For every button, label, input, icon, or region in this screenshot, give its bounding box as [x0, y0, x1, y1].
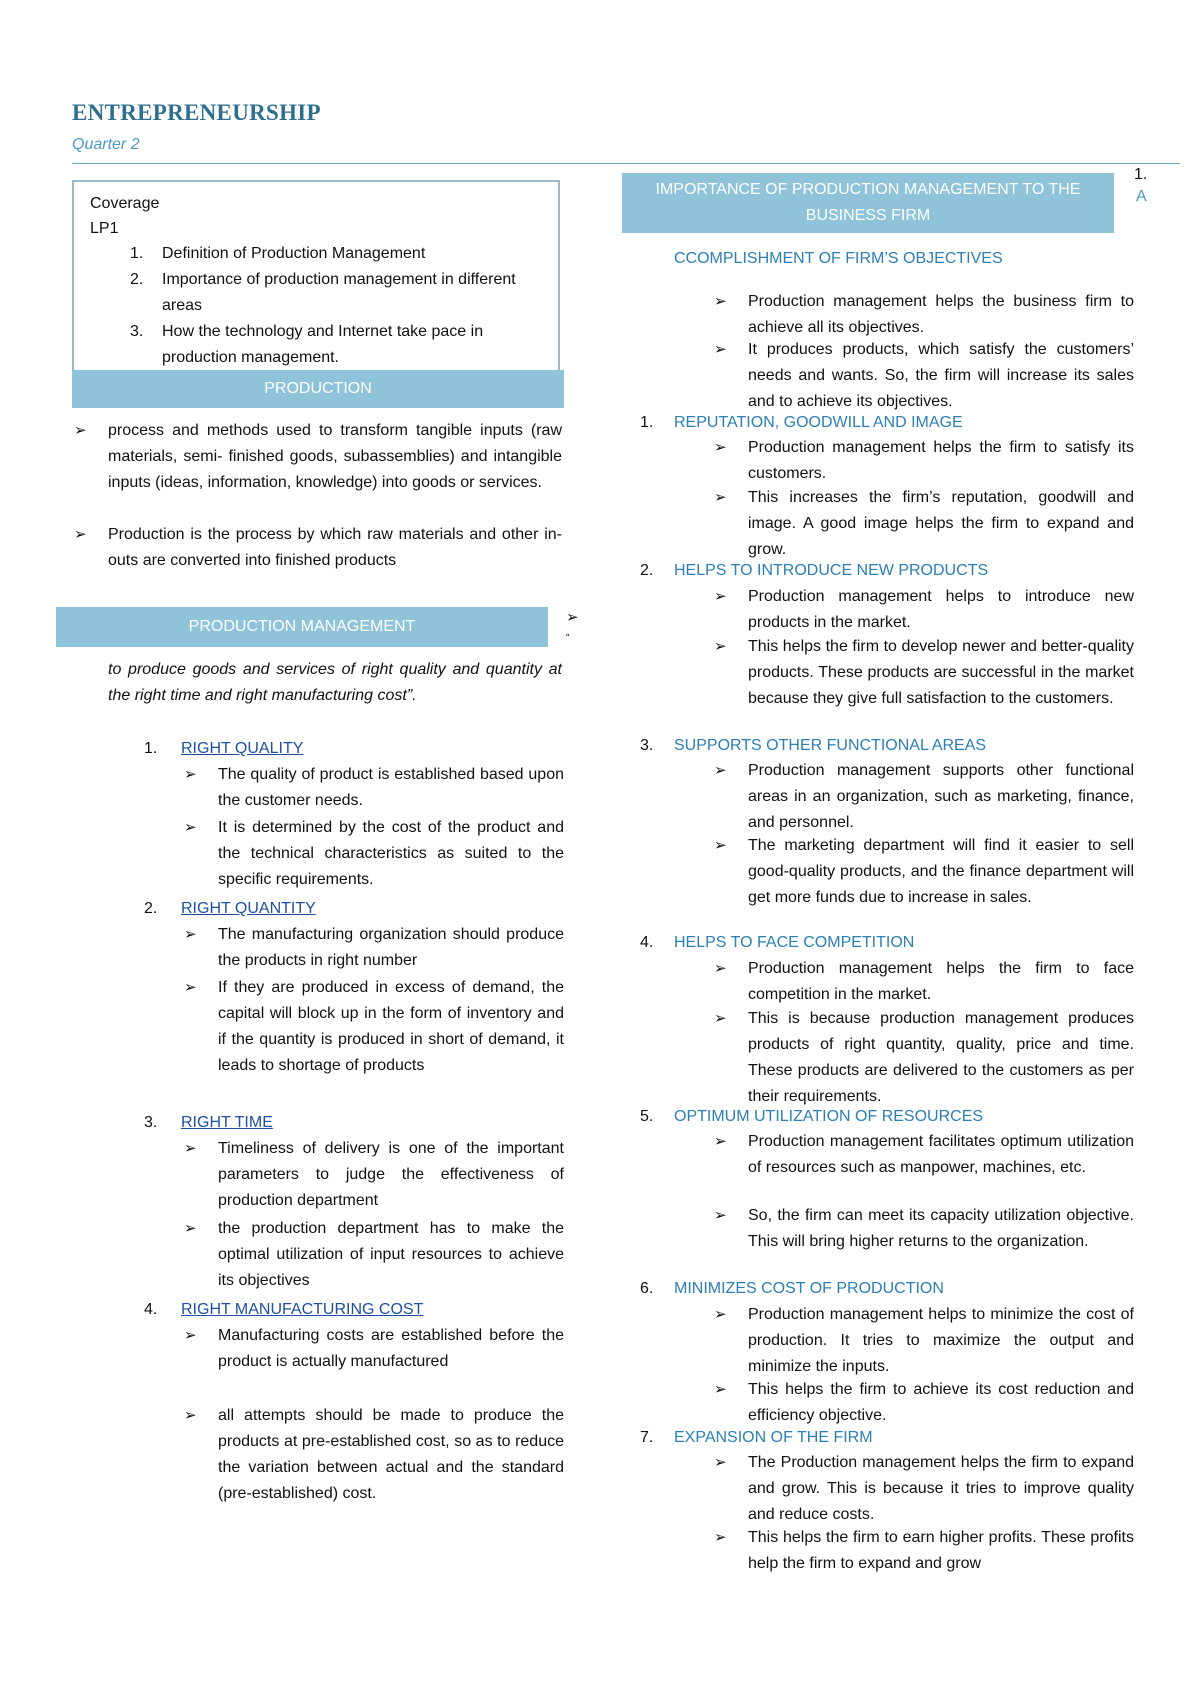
arrow-bullet-icon: ➢	[184, 819, 197, 836]
arrow-bullet-icon: ➢	[714, 341, 727, 358]
band-line: IMPORTANCE OF PRODUCTION MANAGEMENT TO THE	[655, 181, 1081, 198]
list-item	[714, 1006, 1134, 1110]
arrow-bullet-icon: ➢	[184, 979, 197, 996]
document-title: ENTREPRENEURSHIP	[72, 100, 321, 125]
item-number: 4.	[144, 1301, 158, 1318]
item-number: 6.	[640, 1280, 654, 1297]
arrow-bullet-icon: ➢	[714, 439, 727, 456]
bullet-text: process and methods used to transform tangible inputs (raw materials, semi- finished goods, subassemblies) and intangible inputs (ideas, information, knowledge) into goods or services.	[108, 422, 562, 491]
coverage-box	[72, 180, 560, 376]
arrow-bullet-icon: ➢	[714, 1207, 727, 1224]
list-item	[714, 584, 1134, 636]
item-number: 2.	[144, 900, 158, 917]
bullet-text: Timeliness of delivery is one of the important parameters to judge the effectiveness of production department	[218, 1140, 564, 1209]
coverage-list	[90, 241, 550, 371]
list-item	[184, 1323, 564, 1375]
arrow-bullet-icon: ➢	[74, 422, 87, 439]
item-number: 3.	[640, 737, 654, 754]
list-item	[714, 1450, 1134, 1528]
arrow-bullet-icon: ➢	[184, 926, 197, 943]
bullet-text: It is determined by the cost of the product and the technical characteristics as suited to the specific requirements.	[218, 819, 564, 888]
arrow-bullet-icon: ➢	[714, 588, 727, 605]
arrow-bullet-icon: ➢	[714, 293, 727, 310]
item-text: Definition of Production Management	[162, 245, 426, 262]
section-heading: RIGHT QUANTITY	[181, 900, 316, 917]
list-item	[184, 922, 564, 974]
list-item	[90, 241, 550, 267]
arrow-bullet-icon: ➢	[714, 1306, 727, 1323]
header-divider	[72, 163, 1180, 164]
arrow-bullet-icon: ➢	[184, 1140, 197, 1157]
list-item	[714, 833, 1134, 911]
coverage-lesson: LP1	[90, 220, 119, 237]
list-item	[714, 1203, 1134, 1255]
bullet-text: Production management facilitates optimum utilization of resources such as manpower, machines, etc.	[748, 1133, 1134, 1176]
list-item	[714, 1129, 1134, 1181]
bullet-text: The marketing department will find it easier to sell good-quality products, and the finance department will get more funds due to increase in sales.	[748, 837, 1134, 906]
arrow-bullet-icon: ➢	[714, 762, 727, 779]
bullet-text: Production management supports other functional areas in an organization, such as marketing, finance, and personnel.	[748, 762, 1134, 831]
arrow-bullet-icon: ➢	[714, 837, 727, 854]
bullet-text: This increases the firm’s reputation, goodwill and image. A good image helps the firm to expand and grow.	[748, 489, 1134, 558]
bullet-text: This is because production management produces products of right quantity, quality, price and time. These products are delivered to the customers as per their requirements.	[748, 1010, 1134, 1105]
item-number: 1.	[130, 245, 144, 262]
item-text: Importance of production management in different areas	[162, 271, 516, 314]
item-number: 5.	[640, 1108, 654, 1125]
bullet-text: It produces products, which satisfy the customers’ needs and wants. So, the firm will increase its sales and to achieve its objectives.	[748, 341, 1134, 410]
list-item	[714, 337, 1134, 415]
coverage-header	[90, 191, 159, 241]
stray-number: 1.	[1134, 166, 1148, 183]
bullet-text: Manufacturing costs are established before the product is actually manufactured	[218, 1327, 564, 1370]
item-number: 7.	[640, 1429, 654, 1446]
bullet-text: This helps the firm to achieve its cost reduction and efficiency objective.	[748, 1381, 1134, 1424]
item-number: 2.	[130, 271, 144, 288]
bullet-text: The quality of product is established based upon the customer needs.	[218, 766, 564, 809]
bullet-text: Production management helps to minimize the cost of production. It tries to maximize the output and minimize the inputs.	[748, 1306, 1134, 1375]
section-heading: HELPS TO INTRODUCE NEW PRODUCTS	[674, 562, 989, 579]
bullet-text: The manufacturing organization should produce the products in right number	[218, 926, 564, 969]
list-item	[90, 267, 550, 319]
list-item	[714, 485, 1134, 563]
section-heading: MINIMIZES COST OF PRODUCTION	[674, 1280, 944, 1297]
arrow-bullet-icon: ➢	[74, 526, 87, 543]
list-item	[714, 634, 1134, 712]
section-heading: SUPPORTS OTHER FUNCTIONAL AREAS	[674, 737, 987, 754]
document-subtitle: Quarter 2	[72, 136, 140, 153]
bullet-text: Production management helps the business firm to achieve all its objectives.	[748, 293, 1134, 336]
section-heading: RIGHT TIME	[181, 1114, 273, 1131]
section-heading: REPUTATION, GOODWILL AND IMAGE	[674, 414, 963, 431]
stray-quote-mark: “	[566, 632, 570, 644]
list-item	[184, 1136, 564, 1214]
section-heading: RIGHT QUALITY	[181, 740, 304, 757]
list-item	[184, 815, 564, 893]
production-management-definition: to produce goods and services of right quality and quantity at the right time and right manufacturing cost”.	[108, 661, 562, 704]
arrow-bullet-icon: ➢	[714, 489, 727, 506]
bullet-text: If they are produced in excess of demand, the capital will block up in the form of inventory and if the quantity is produced in short of demand, it leads to shortage of products	[218, 979, 564, 1074]
section-heading: HELPS TO FACE COMPETITION	[674, 934, 915, 951]
item-number: 4.	[640, 934, 654, 951]
item-number: 1.	[144, 740, 158, 757]
bullet-text: So, the firm can meet its capacity utilization objective. This will bring higher returns to the organization.	[748, 1207, 1134, 1250]
item-text: How the technology and Internet take pace in production management.	[162, 323, 484, 366]
production-band: PRODUCTION	[72, 370, 564, 408]
importance-band	[622, 173, 1114, 233]
bullet-text: This helps the firm to develop newer and better-quality products. These products are successful in the market because they give full satisfaction to the customers.	[748, 638, 1134, 707]
list-item	[184, 1216, 564, 1294]
bullet-text: Production management helps the firm to satisfy its customers.	[748, 439, 1134, 482]
arrow-bullet-icon: ➢	[184, 1220, 197, 1237]
arrow-bullet-icon: ➢	[714, 1381, 727, 1398]
item-number: 3.	[130, 323, 144, 340]
arrow-bullet-icon: ➢	[184, 766, 197, 783]
coverage-heading: Coverage	[90, 195, 160, 212]
arrow-bullet-icon: ➢	[714, 1133, 727, 1150]
list-item	[714, 1377, 1134, 1429]
list-item	[714, 956, 1134, 1008]
arrow-bullet-icon: ➢	[714, 1529, 727, 1546]
list-item	[714, 758, 1134, 836]
stray-letter: A	[1136, 188, 1147, 205]
list-item	[74, 418, 562, 496]
arrow-bullet-icon: ➢	[184, 1327, 197, 1344]
item-number: 1.	[640, 414, 654, 431]
production-management-band: PRODUCTION MANAGEMENT	[56, 607, 548, 647]
band-line: BUSINESS FIRM	[805, 207, 931, 224]
list-item	[74, 522, 562, 574]
bullet-text: all attempts should be made to produce the products at pre-established cost, so as to reduce the variation between actual and the standard (pre-established) cost.	[218, 1407, 564, 1502]
list-item	[714, 435, 1134, 487]
list-item	[714, 1302, 1134, 1380]
arrow-bullet-icon: ➢	[184, 1407, 197, 1424]
list-item	[184, 975, 564, 1079]
arrow-bullet-icon: ➢	[714, 638, 727, 655]
list-item	[714, 1525, 1134, 1577]
arrow-bullet-icon: ➢	[714, 1010, 727, 1027]
section-heading: CCOMPLISHMENT OF FIRM’S OBJECTIVES	[674, 250, 1003, 267]
item-number: 2.	[640, 562, 654, 579]
list-item	[184, 1403, 564, 1507]
arrow-bullet-icon: ➢	[566, 609, 579, 626]
item-number: 3.	[144, 1114, 158, 1131]
section-heading: EXPANSION OF THE FIRM	[674, 1429, 873, 1446]
arrow-bullet-icon: ➢	[714, 1454, 727, 1471]
bullet-text: The Production management helps the firm to expand and grow. This is because it tries to improve quality and reduce costs.	[748, 1454, 1134, 1523]
list-item	[184, 762, 564, 814]
bullet-text: the production department has to make the optimal utilization of input resources to achieve its objectives	[218, 1220, 564, 1289]
section-heading: RIGHT MANUFACTURING COST	[181, 1301, 424, 1318]
bullet-text: Production management helps to introduce new products in the market.	[748, 588, 1134, 631]
list-item	[714, 289, 1134, 341]
bullet-text: Production is the process by which raw materials and other in-outs are converted into finished products	[108, 526, 562, 569]
bullet-text: Production management helps the firm to face competition in the market.	[748, 960, 1134, 1003]
section-heading: OPTIMUM UTILIZATION OF RESOURCES	[674, 1108, 984, 1125]
bullet-text: This helps the firm to earn higher profits. These profits help the firm to expand and grow	[748, 1529, 1134, 1572]
list-item	[90, 319, 550, 371]
arrow-bullet-icon: ➢	[714, 960, 727, 977]
